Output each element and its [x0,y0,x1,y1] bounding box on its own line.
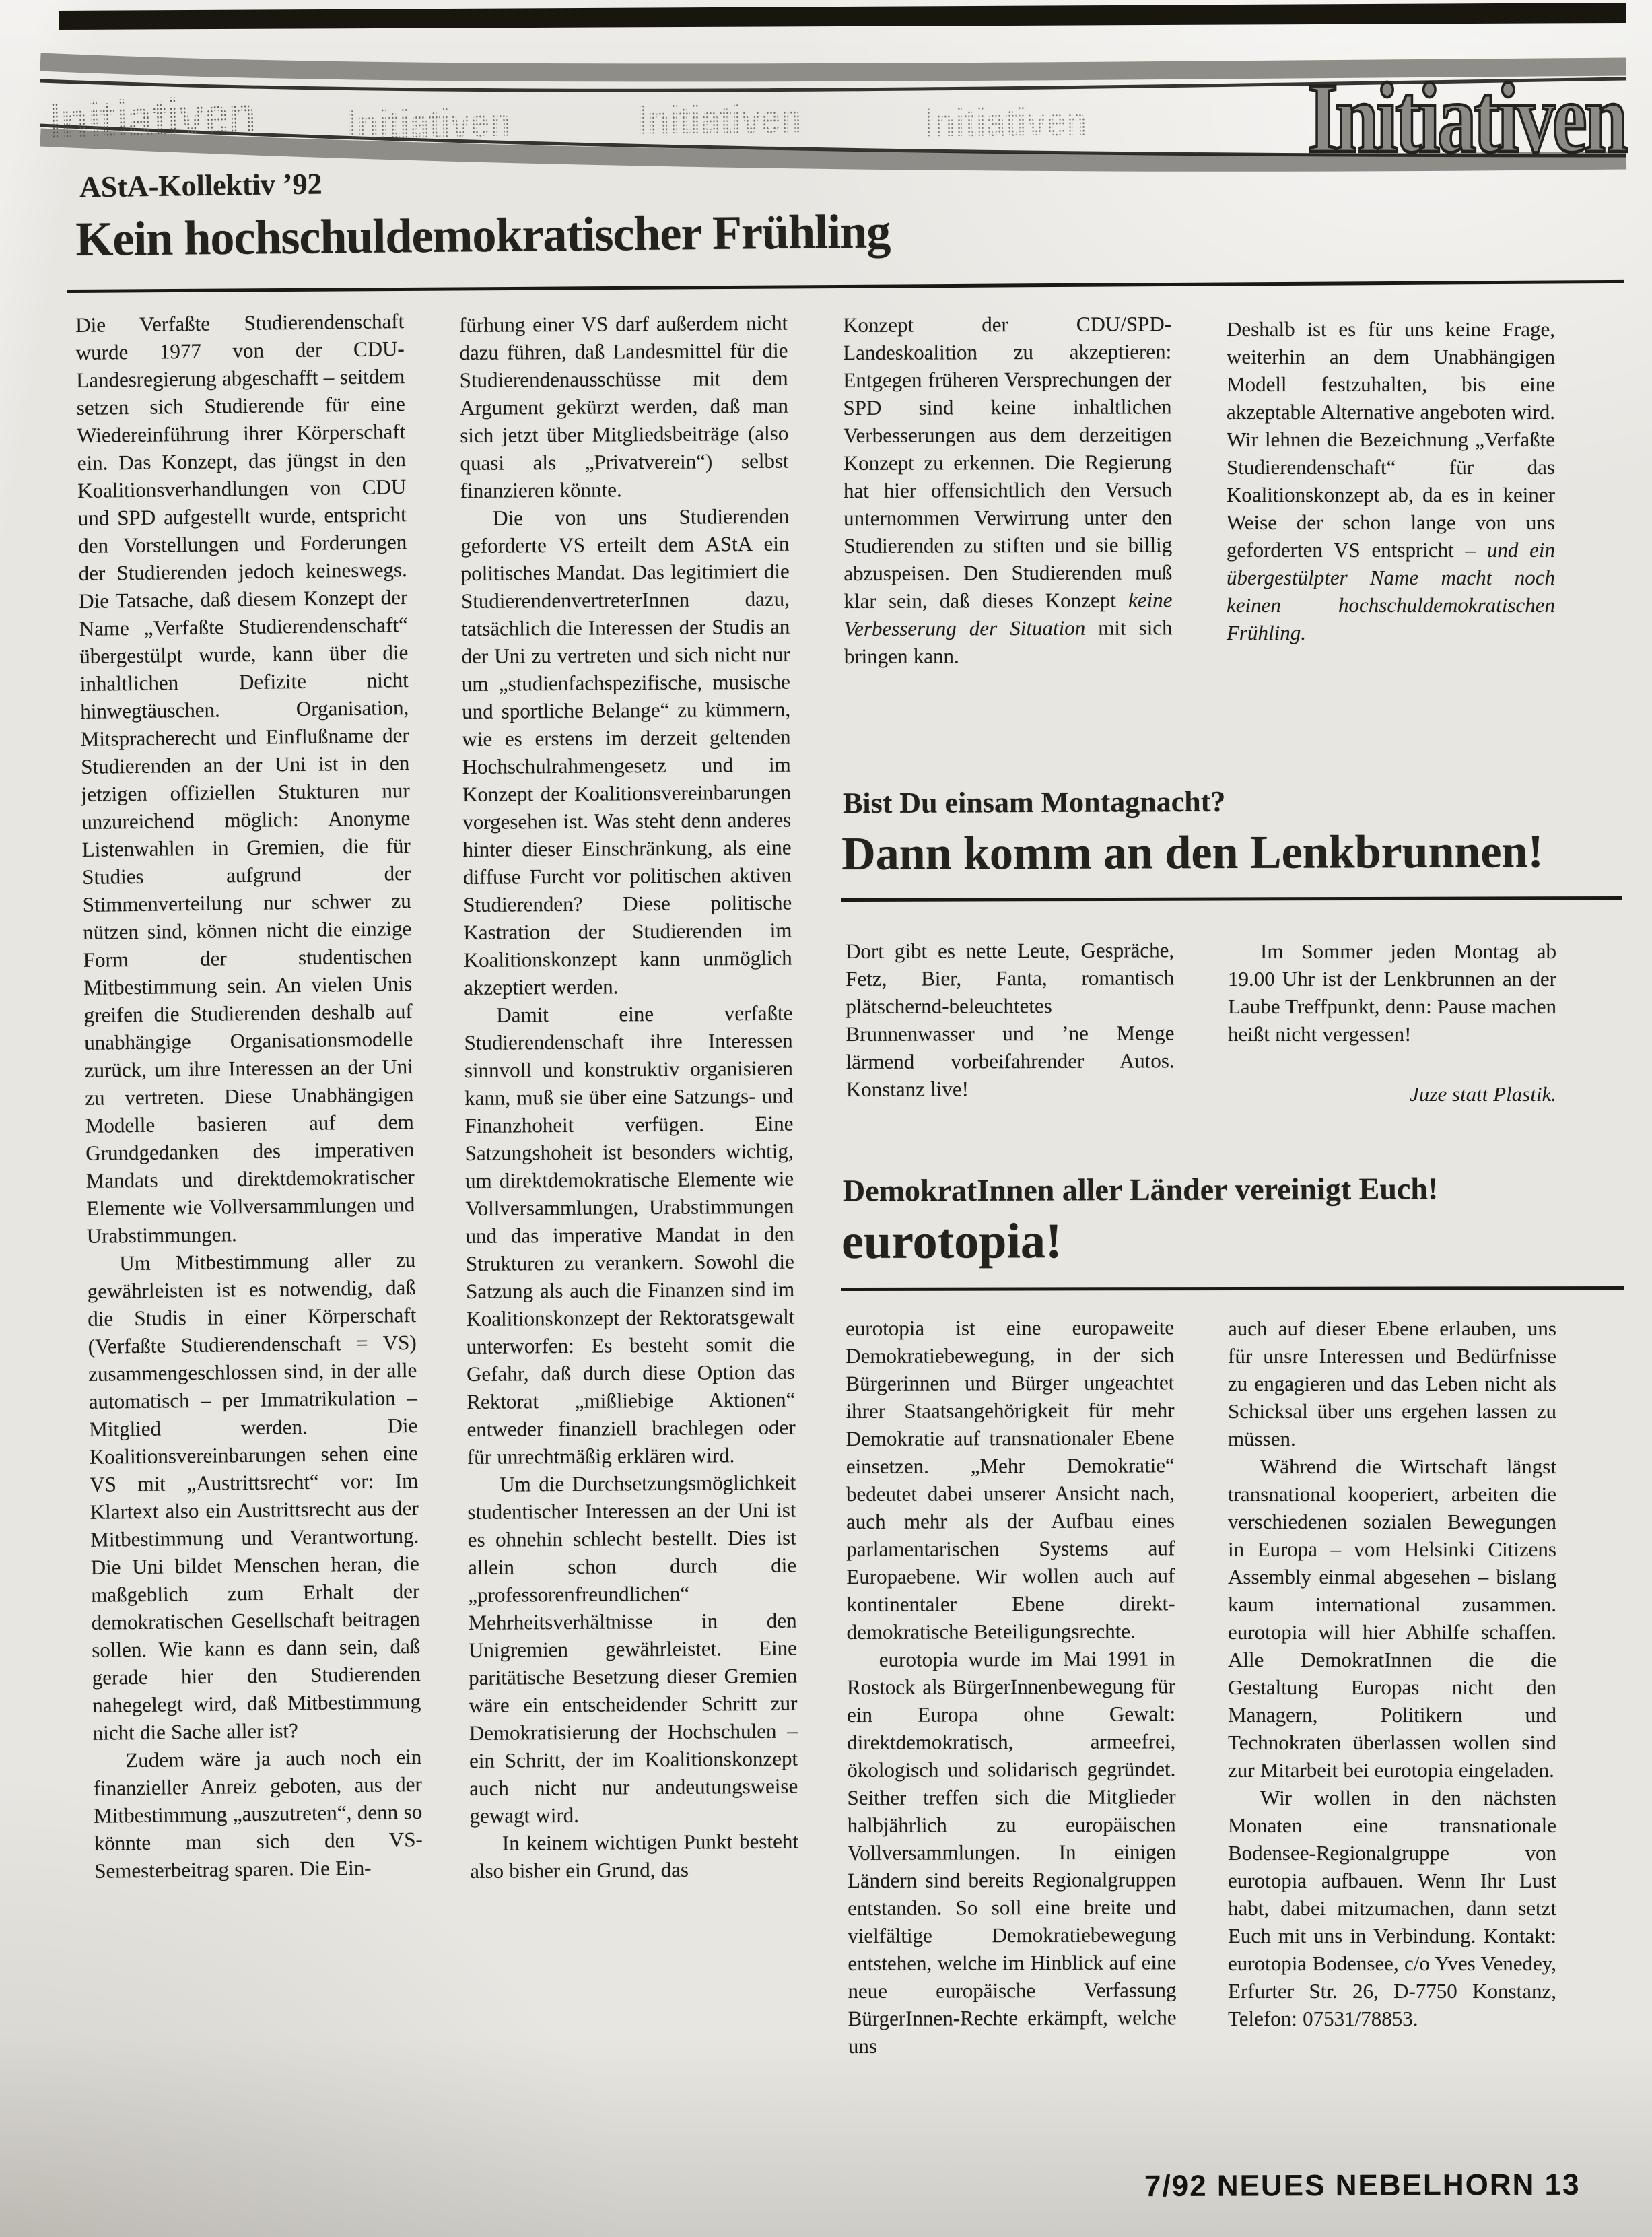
body-paragraph: Um Mitbestimmung aller zu gewährleisten ist es notwendig, daß die Studis in einer Körperschaft (Verfaßte Studierendenschaft = VS) zusammengeschlossen sind, in der alle automatisch – per Immatrikulation – Mitglied werden. Die Koalitionsvereinbarungen sehen eine VS mit „Austrittsrecht“ vor: Im Klartext also ein Austrittsrecht aus der Mitbestimmung und Verantwortung. Die Uni bildet Menschen heran, die maßgeblich zum Erhalt der demokratischen Gesellschaft beitragen sollen. Wie kann es dann sein, daß gerade hier den Studierenden nahegelegt wird, daß Mitbestimmung nicht die Sache aller ist? [87,1247,421,1745]
article-column [846,936,1175,1103]
body-paragraph: Um die Durchsetzungsmöglichkeit studentischer Interessen an der Uni ist es ohnehin schlecht bestellt. Dies ist allein schon durch die „professorenfreundlichen“ Mehrheitsverhältnisse in den Unigremien gewährleistet. Eine paritätische Besetzung dieser Gremien wäre ein entscheidender Schritt zur Demokratisierung der Hochschulen – ein Schritt, der im Koalitionskonzept auch nicht nur andeutungsweise gewagt wird. [467,1470,798,1828]
article-column [843,310,1173,670]
top-black-bar [59,3,1626,30]
body-paragraph: eurotopia ist eine europaweite Demokratiebewegung, in der sich Bürgerinnen und Bürger ungeachtet ihrer Staatsangehörigkeit für mehr Demokratie auf transnationaler Ebene einsetzen. „Mehr Demokratie“ bedeutet dabei unserer Ansicht nach, auch mehr als der Aufbau eines parlamentarischen Systems auf Europaebene. Wir wollen auch auf kontinentaler Ebene direkt-demokratische Beteiligungsrechte. [846,1315,1175,1644]
body-paragraph: fürhung einer VS darf außerdem nicht dazu führen, daß Landesmittel für die Studierendenausschüsse mit dem Argument gekürzt werden, daß man sich jetzt über Mitgliedsbeiträge (also quasi als „Privatverein“) selbst finanzieren könnte. [459,310,789,502]
eurotopia-kicker: DemokratInnen aller Länder vereinigt Euch! [842,1171,1439,1208]
main-article-headline: Kein hochschuldemokratischer Frühling [75,204,891,266]
ghost-masthead-word: Initiativen [923,99,1087,146]
section-logo-initiativen: Initiativen [1307,63,1625,174]
body-paragraph: Zudem wäre ja auch noch ein finanzieller Anreiz geboten, aus der Mitbestimmung „auszutreten“, denn so könnte man sich den VS-Semesterbeitrag sparen. Die Ein- [93,1744,423,1883]
body-paragraph: Dort gibt es nette Leute, Gespräche, Fetz, Bier, Fanta, romantisch plätschernd-beleuchtetes Brunnenwasser und ’ne Menge lärmend vorbeifahrender Autos. Konstanz live! [846,938,1175,1101]
body-paragraph: Die von uns Studierenden geforderte VS erteilt dem AStA ein politisches Mandat. Das legitimiert die StudierendenvertreterInnen dazu, tatsächlich die Interessen der Studis an der Uni zu vertreten und sich nicht nur um „studienfachspezifische, musische und sportliche Belange“ zu kümmern, wie es erstens im derzeit geltenden Hochschulrahmengesetz und im Konzept der Koalitionsvereinbarungen vorgesehen ist. Was steht denn anderes hinter dieser Einschränkung, als eine diffuse Furcht vor politischen aktiven Studierenden? Diese politische Kastration der Studierenden im Koalitionskonzept kann unmöglich akzeptiert werden. [460,504,792,999]
body-paragraph: In keinem wichtigen Punkt besteht also bisher ein Grund, das [470,1829,798,1883]
article-column [75,307,423,1885]
article-column [1228,1314,1556,2032]
eurotopia-headline: eurotopia! [841,1213,1062,1269]
lenkbrunnen-rule [841,896,1622,902]
ghost-masthead-word: Initiativen [347,100,512,147]
eurotopia-rule [841,1286,1624,1291]
article-column [459,309,798,1885]
page-footer: 7/92 NEUES NEBELHORN 13 [1144,2168,1581,2203]
body-paragraph: Damit eine verfaßte Studierendenschaft ihre Interessen sinnvoll und konstruktiv organisieren kann, muß sie über eine Satzungs- und Finanzhoheit verfügen. Eine Satzungshoheit ist besonders wichtig, um direktdemokratische Elemente wie Vollversammlungen, Urabstimmungen und das imperative Mandat in den Strukturen zu verankern. Sowohl die Satzung als auch die Finanzen sind im Koalitionskonzept der Rektoratsgewalt unterworfen: Es besteht somit die Gefahr, daß durch diese Option das Rektorat „mißliebige Aktionen“ entweder finanziell brachlegen oder für unrechtmäßig erklären wird. [464,1001,796,1469]
ghost-masthead-word: Initiativen [638,96,802,143]
article-column [1228,937,1556,1048]
lenkbrunnen-signature-wrap [1228,1076,1556,1108]
lenkbrunnen-headline: Dann komm an den Lenkbrunnen! [841,826,1544,880]
body-paragraph: eurotopia wurde im Mai 1991 in Rostock als BürgerInnenbewegung für ein Europa ohne Gewalt: direktdemokratisch, armeefrei, ökologisch und solidarisch gegründet. Seither treffen sich die Mitglieder halbjährlich zu europäischen Vollversammlungen. In einigen Ländern sind bereits Regionalgruppen entstanden. So soll eine breite und vielfältige Demokratiebewegung entstehen, welche im Hinblick auf eine neue europäische Verfassung BürgerInnen-Rechte erkämpft, welche uns [846,1646,1177,2058]
body-paragraph: Konzept der CDU/SPD-Landeskoalition zu akzeptieren: Entgegen früheren Versprechungen der SPD sind keine inhaltlichen Verbesserungen aus dem derzeitigen Konzept zu erkennen. Die Regierung hat hier offensichtlich den Versuch unternommen Verwirrung unter den Studierenden zu stiften und sie billig abzuspeisen. Den Studierenden muß klar sein, daß dieses Konzept keine Verbesserung der Situation mit sich bringen kann. [843,312,1173,668]
body-paragraph: Während die Wirtschaft längst transnational kooperiert, arbeiten die verschiedenen sozialen Bewegungen in Europa – vom Helsinki Citizens Assembly einmal abgesehen – bislang kaum international zusammen. eurotopia will hier Abhilfe schaffen. Alle DemokratInnen die die Gestaltung Europas nicht den Managern, Politikern und Technokraten überlassen wollen sind zur Mitarbeit bei eurotopia eingeladen. [1228,1455,1556,1782]
ghost-masthead-word: Initiativen [48,85,257,151]
lenkbrunnen-kicker: Bist Du einsam Montagnacht? [842,784,1226,820]
article-column [846,1313,1177,2060]
headline-rule [67,280,1624,293]
body-paragraph: Im Sommer jeden Montag ab 19.00 Uhr ist der Lenkbrunnen an der Laube Treffpunkt, denn: Pause machen heißt nicht vergessen! [1228,939,1556,1046]
body-paragraph: Deshalb ist es für uns keine Frage, weiterhin an dem Unabhängigen Modell festzuhalten, bis eine akzeptable Alternative angeboten wird. Wir lehnen die Bezeichnung „Verfaßte Studierendenschaft“ für das Koalitionskonzept ab, da es in keiner Weise der schon lange von uns geforderten VS entspricht – und ein übergestülpter Name macht noch keinen hochschuldemokratischen Frühling. [1227,317,1555,644]
body-paragraph: auch auf dieser Ebene erlauben, uns für unsre Interessen und Bedürfnisse zu engagieren und das Leben nicht als Schicksal über uns ergehen lassen zu müssen. [1228,1316,1556,1450]
article-signature: Juze statt Plastik. [1410,1082,1556,1106]
body-paragraph: Wir wollen in den nächsten Monaten eine transnationale Bodensee-Regionalgruppe von eurotopia aufbauen. Wenn Ihr Lust habt, dabei mitzumachen, dann setzt Euch mit uns in Verbindung. Kontakt: eurotopia Bodensee, c/o Yves Venedey, Erfurter Str. 26, D-7750 Konstanz, Telefon: 07531/78853. [1228,1786,1556,2030]
main-article-kicker: AStA-Kollektiv ’92 [79,167,322,204]
body-paragraph: Die Verfaßte Studierendenschaft wurde 1977 von der CDU-Landesregierung abgeschafft – seitdem setzen sich Studierende für eine Wiedereinführung ihrer Körperschaft ein. Das Konzept, das jüngst in den Koalitionsverhandlungen von CDU und SPD aufgestellt wurde, entspricht den Vorstellungen und Forderungen der Studierenden jedoch keineswegs. Die Tatsache, daß diesem Konzept der Name „Verfaßte Studierendenschaft“ übergestülpt wurde, kann über die inhaltlichen Defizite nicht hinwegtäuschen. Organisation, Mitspracherecht und Einflußname der Studierenden an der Uni ist in den jetzigen offiziellen Stukturen nur unzureichend möglich: Anonyme Listenwahlen in Gremien, die für Studies aufgrund der Stimmenverteilung nur schwer zu nützen sind, können nicht die einzige Form der studentischen Mitbestimmung sein. An vielen Unis greifen die Studierenden deshalb auf unabhängige Organisationsmodelle zurück, um ihre Interessen an der Uni zu vertreten. Diese Unabhängigen Modelle basieren auf dem Grundgedanken des imperativen Mandats und direktdemokratischer Elemente wie Vollversammlungen und Urabstimmungen. [75,309,415,1248]
article-column [1227,315,1555,646]
